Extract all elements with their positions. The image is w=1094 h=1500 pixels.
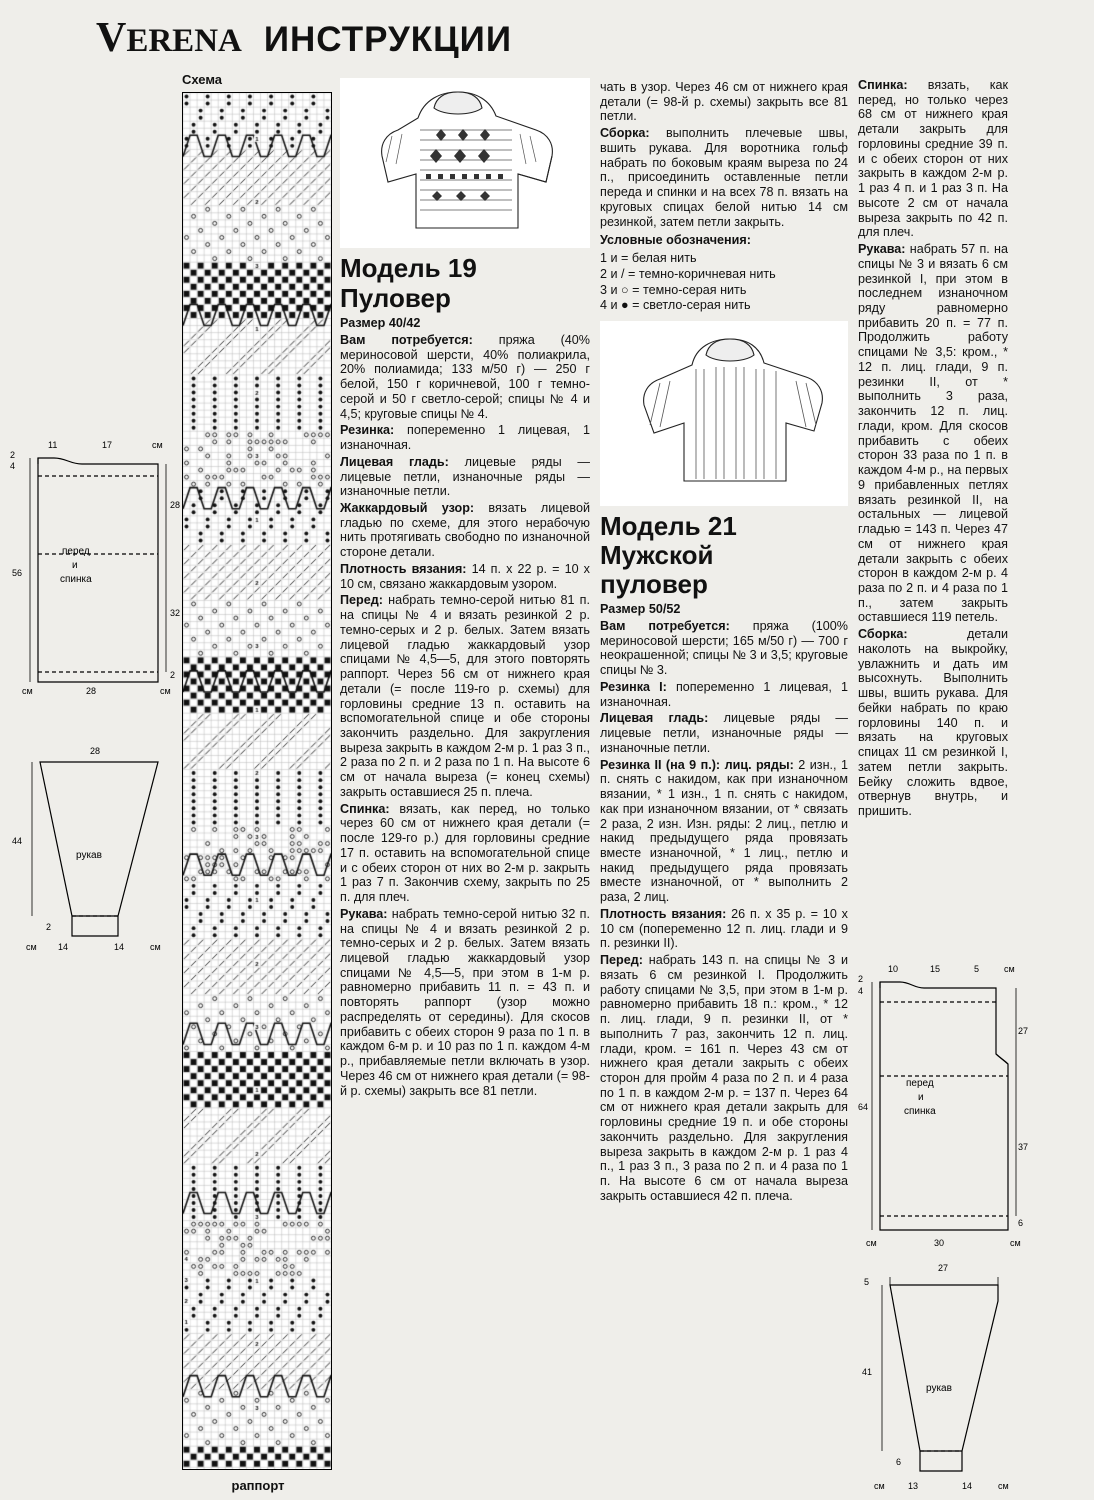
dg3-top-num-3: 5 [974, 964, 980, 974]
dg4-part-name: рукав [926, 1383, 952, 1394]
sweater-illustration-21 [600, 321, 848, 506]
dg2-cm-left: см [26, 942, 37, 952]
dg4-cm-right: см [998, 1481, 1009, 1491]
model-21-title-line3: пуловер [600, 569, 708, 600]
model-19-title-line2: Пуловер [340, 283, 451, 314]
para-21-2: Лицевая гладь: лицевые ряды — лицевые петли, изнаночные ряды — изнаночные петли. [600, 711, 848, 755]
schematic-front-back-19 [10, 436, 185, 696]
para-19-2: Лицевая гладь: лицевые ряды — лицевые петли, изнаночные ряды — изнаночные петли. [340, 454, 590, 499]
dg4-left: 41 [862, 1367, 873, 1377]
dg4-left-top: 5 [864, 1277, 870, 1287]
model-21-title-line2: Мужской [600, 540, 714, 571]
dg1-top-cm: см [152, 440, 163, 450]
dg3-part-name3: спинка [904, 1106, 936, 1117]
para-21-5: Перед: набрать 143 п. на спицы № 3 и вязать 6 см резинкой I. Продолжить работу спицами № 3,5, при этом в 1-м р. равномерно прибавить 18 п.: кром., * 12 п. лиц. глади, 9 п. резинки II, от * выполнить 7 раз, закончить 12 п. лиц. глади, кром. = 161 п. Через 43 см от нижнего края детали закрыть с обеих сторон для пройм 4 раза по 2 п. и 4 раза по 1 п. в каждом 2-м р. = 137 п. Через 64 см от нижнего края детали закрыть для горловины средние 19 п. и обе стороны закончить раздельно. Для закругления выреза закрыть в каждом 2-м р. 1 раз 4 п., 1 раз 3 п., 3 раза по 2 п. и 4 раза по 1 п. На высоте 6 см от начала выреза закрыть оставшиеся 42 п. плеча. [600, 953, 848, 1203]
dg1-right-bot: 2 [170, 670, 176, 680]
knitting-chart-wrap [182, 92, 334, 1470]
para-21-4: Плотность вязания: 26 п. х 35 р. = 10 х 10 см (попеременно 12 п. лиц. глади и 9 п. резинки II). [600, 906, 848, 951]
dg4-left-bot: 6 [896, 1457, 902, 1467]
dg3-top-num-1: 10 [888, 964, 899, 974]
dg3-right-1: 27 [1018, 1026, 1029, 1036]
column-3 [600, 78, 848, 1206]
dg1-part-name2: и [72, 560, 78, 571]
para-19-7: Рукава: набрать темно-серой нитью 32 п. на спицы № 4 и вязать резинкой 2 р. темно-серых и 2 р. белых. Затем вязать лицевой гладью жаккардовый узор спицами № 4,5—5, при этом в 1-м р. равномерно прибавить 11 п. = 43 п. и повторять раппорт (узор можно распределять от середины). Для скосов прибавить с обеих сторон 9 раза по 1 п. в каждом 6-м р. и 10 раз по 1 п. каждом 4-м р., прибавляемые петли включать в узор. Через 46 см от нижнего края детали (= 98-й р. схемы) закрыть все 81 петли. [340, 906, 590, 1098]
dg4-bot-left: 13 [908, 1481, 919, 1491]
dg2-left: 44 [12, 836, 23, 846]
dg1-top-num-2: 17 [102, 440, 113, 450]
para-21-1: Резинка I: попеременно 1 лицевая, 1 изнаночная. [600, 679, 848, 709]
dg3-part-name2: и [918, 1092, 924, 1103]
dg1-cm-right: см [160, 686, 171, 696]
schematic-sleeve-21 [858, 1255, 1033, 1495]
legend-item-3: 3 и ○ = темно-серая нить [600, 282, 747, 297]
para-19-8: Сборка: выполнить плечевые швы, вшить рукава. Для воротника гольф набрать по боковым краям выреза по 24 п., присоединить оставленные петли переда и спинки и на всех 78 п. вязать на круговых спицах белой нитью 14 см резинкой, затем петли закрыть. [600, 126, 848, 229]
para-21-0: Вам потребуется: пряжа (100% мериносовой шерсти; 165 м/50 г) — 700 г неокрашенной; спицы № 3 и 3,5; круговые спицы № 3. [600, 618, 848, 678]
legend-item-2: 2 и / = темно-коричневая нить [600, 266, 776, 281]
knitting-chart-canvas [183, 93, 331, 1469]
legend [600, 251, 848, 313]
dg1-top-num-1: 11 [48, 440, 58, 450]
model-21-title-line1: Модель 21 [600, 511, 737, 542]
dg2-bot-left: 14 [58, 942, 69, 952]
model-19-title-line1: Модель 19 [340, 253, 477, 283]
column-4 [858, 78, 1008, 821]
model-19-size: Размер 40/42 [340, 316, 421, 331]
dg3-part-name: перед [906, 1078, 934, 1089]
para-19-5: Перед: набрать темно-серой нитью 81 п. на спицы № 4 и вязать резинкой 2 р. темно-серых и 2 р. белых. Затем вязать лицевой гладью жаккардовый узор спицами № 4,5—5, для этого повторять раппорт. Через 56 см от нижнего края детали (= после 119-го р. схемы) для горловины средние 13 п. оставить на вспомогательной спице и обе стороны закончить раздельно. Для закругления выреза закрыть в каждом 2-м р. 1 раз 3 п., 2 раза по 2 п. и 2 раза по 1 п. На высоте 6 см от начала выреза (= конец схемы) закрыть оставшиеся 25 п. плеча. [340, 593, 590, 799]
schema-column [182, 72, 332, 91]
dg1-cm-left: см [22, 686, 33, 696]
dg1-right-1: 28 [170, 500, 181, 510]
sweater-illustration-19 [340, 78, 590, 248]
dg4-bot-right: 14 [962, 1481, 973, 1491]
para-21-3: Резинка II (на 9 п.): лиц. ряды: 2 изн., 1 п. снять с накидом, как при изнаночном вязании, * 1 изн., 1 п. снять с накидом, как при изнаночном вязании, от * связать 2 раза, 2 изн. Изн. ряды: 2 лиц., петлю и накид предыдущего ряда провязать вместе изнаночной, * 1 лиц., петлю и накид предыдущего ряда провязать вместе изнаночной, от * выполнить 2 раза, 2 лиц. [600, 757, 848, 905]
legend-item-4: 4 и ● = светло-серая нить [600, 298, 751, 313]
dg1-left-top2: 4 [10, 461, 16, 471]
dg2-top: 28 [90, 746, 101, 756]
para-19-1: Резинка: попеременно 1 лицевая, 1 изнаночная. [340, 423, 590, 453]
dg3-top-cm: см [1004, 964, 1015, 974]
model-21-size: Размер 50/52 [600, 602, 681, 617]
brand-logo [96, 14, 242, 62]
dg2-bot-right: 14 [114, 942, 125, 952]
dg2-left-bot: 2 [46, 922, 52, 932]
legend-title: Условные обозначения: [600, 233, 751, 248]
schematic-sleeve-19 [10, 740, 185, 955]
dg2-cm-right: см [150, 942, 161, 952]
dg1-left-top: 2 [10, 450, 16, 460]
dg1-part-name3: спинка [60, 574, 92, 585]
dg3-left-top2: 4 [858, 986, 864, 996]
knitting-chart [182, 92, 332, 1470]
para-21-6: Спинка: вязать, как перед, но только через 68 см от нижнего края детали закрыть для горловины средние 39 п. и с обеих сторон от них закрыть в каждом 2-м р. 1 раз 4 п. и 1 раз 3 п. На высоте 2 см от начала выреза закрыть по 42 п. для плеч. [858, 78, 1008, 240]
dg3-cm-left: см [866, 1238, 877, 1248]
dg1-right-2: 32 [170, 608, 181, 618]
dg2-part-name: рукав [76, 850, 102, 861]
dg4-top: 27 [938, 1263, 949, 1273]
legend-item-1: 1 и = белая нить [600, 251, 697, 266]
dg1-part-name: перед [62, 546, 90, 557]
page-title: ИНСТРУКЦИИ [263, 20, 512, 59]
dg3-cm-right: см [1010, 1238, 1021, 1248]
rapport-label: раппорт [231, 1478, 285, 1493]
brand-rest: ERENA [126, 23, 242, 59]
dg3-bottom: 30 [934, 1238, 945, 1248]
dg1-left-mid: 56 [12, 568, 23, 578]
para-19-6: Спинка: вязать, как перед, но только через 60 см от нижнего края детали (= после 129-го р.) для горловины средние 17 п. оставить на вспомогательной спице и с обеих сторон от них во 2-м р. закрыть 1 раз 7 п. Закончив схему, закрыть по 25 п. для плеч. [340, 801, 590, 905]
dg3-right-bot: 6 [1018, 1218, 1024, 1228]
dg3-right-2: 37 [1018, 1142, 1029, 1152]
schematic-front-back-21 [858, 958, 1033, 1248]
brand-initial: V [96, 15, 127, 61]
dg3-left-top: 2 [858, 974, 864, 984]
dg3-top-num-2: 15 [930, 964, 941, 974]
para-19-4: Плотность вязания: 14 п. х 22 р. = 10 х 10 см, связано жаккардовым узором. [340, 561, 590, 591]
para-21-7: Рукава: набрать 57 п. на спицы № 3 и вязать 6 см резинкой I, при этом в последнем изнаночном ряду равномерно прибавить 20 п. = 77 п. Продолжить работу спицами № 3,5: кром., * 12 п. лиц. глади, 9 п. резинки II, от * выполнить 3 раза, закончить 12 п. лиц. глади, кром. Для скосов прибавить с обеих сторон 33 раза по 1 п. в каждом 4-м р., на первых 9 прибавленных петлях вязать резинкой II, на остальных — лицевой гладью = 143 п. Через 47 см от нижнего края детали закрыть с обеих сторон в каждом 2-м р. 4 раза по 2 п. и 4 раза по 1 п., затем закрыть оставшиеся 119 петель. [858, 242, 1008, 625]
schema-label: Схема [182, 72, 223, 87]
para-19-3: Жаккардовый узор: вязать лицевой гладью по схеме, для этого нерабочую нить протягивать свободно по изнаночной стороне детали. [340, 500, 590, 560]
para-19-0: Вам потребуется: пряжа (40% мериносовой шерсти, 40% полиакрила, 20% полиамида; 133 м/50 г) — 250 г белой, 150 г коричневой, 100 г темно-серой и 50 г светло-серой; спицы № 4 и 4,5; круговые спицы № 4. [340, 332, 591, 421]
para-21-8: Сборка: детали наколоть на выкройку, увлажнить и дать им высохнуть. Выполнить швы, вшить рукава. Для бейки набрать по краю горловины 140 п. и вязать на круговых спицах 11 см резинкой I, затем петли закрыть. Бейку сложить вдвое, отвернув внутрь, и пришить. [858, 627, 1008, 818]
para-19-cont: чать в узор. Через 46 см от нижнего края детали (= 98-й р. схемы) закрыть все 81 петли. [600, 80, 848, 124]
masthead [96, 14, 512, 62]
column-2 [340, 78, 590, 1100]
dg3-left-mid: 64 [858, 1102, 869, 1112]
dg4-cm-left: см [874, 1481, 885, 1491]
dg1-bottom: 28 [86, 686, 97, 696]
